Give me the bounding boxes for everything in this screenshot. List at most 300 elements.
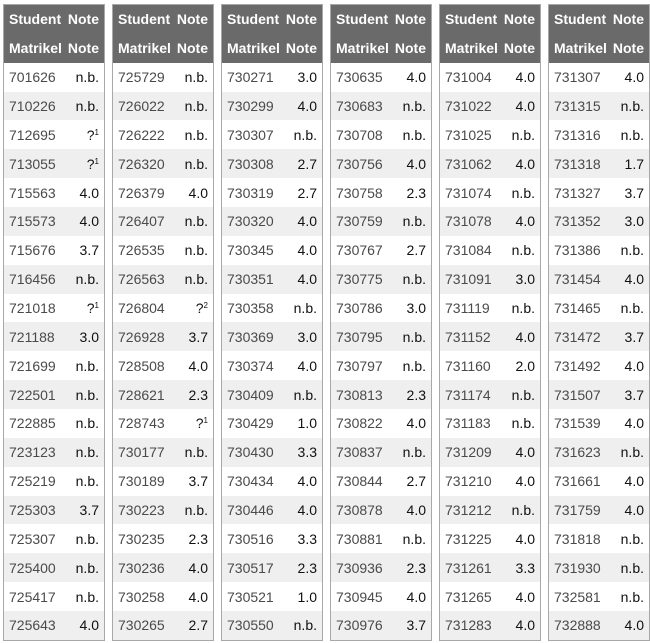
grade-note bbox=[407, 473, 426, 489]
table-header-row bbox=[222, 5, 322, 34]
grade-value: 2.3 bbox=[406, 559, 426, 576]
grade-value: 4.0 bbox=[624, 69, 644, 86]
grade-value: 4.0 bbox=[515, 98, 535, 114]
grade-value: n.b. bbox=[184, 155, 208, 172]
table-row bbox=[549, 92, 649, 121]
grade-value: n.b. bbox=[620, 98, 644, 114]
matrikel-number: 721018 bbox=[9, 300, 56, 317]
matrikel-number: 730189 bbox=[118, 473, 165, 490]
header-label: Matrikel bbox=[227, 40, 280, 57]
matrikel-number: 731759 bbox=[554, 502, 601, 519]
grade-value: 4.0 bbox=[406, 155, 426, 172]
footnote-marker: 2 bbox=[203, 301, 208, 311]
table-row bbox=[549, 553, 649, 582]
grade-value: 4.0 bbox=[406, 415, 426, 432]
table-row bbox=[331, 322, 431, 351]
grade-note bbox=[298, 69, 317, 85]
grade-value: 4.0 bbox=[515, 328, 535, 345]
grade-note bbox=[298, 185, 317, 201]
matrikel-number: 730430 bbox=[227, 444, 274, 461]
grade-value: n.b. bbox=[511, 502, 535, 519]
grade-value: 4.0 bbox=[188, 357, 208, 374]
grade-column bbox=[221, 4, 323, 641]
table-row bbox=[113, 380, 213, 409]
header-label: Matrikel bbox=[445, 40, 498, 57]
grade-value: 4.0 bbox=[297, 213, 317, 230]
grade-value: 4.0 bbox=[624, 473, 644, 490]
grade-note bbox=[76, 98, 99, 114]
grade-note bbox=[196, 300, 208, 316]
table-row bbox=[549, 120, 649, 149]
grade-value: 4.0 bbox=[188, 184, 208, 201]
matrikel-number: 730822 bbox=[336, 415, 383, 432]
table-row bbox=[331, 294, 431, 323]
grade-value: 3.0 bbox=[624, 213, 644, 230]
grade-value: 4.0 bbox=[624, 502, 644, 519]
grade-note bbox=[80, 617, 99, 633]
grade-note bbox=[298, 589, 317, 605]
matrikel-number: 731212 bbox=[445, 502, 492, 519]
matrikel-number: 731152 bbox=[445, 328, 491, 345]
matrikel-number: 730837 bbox=[336, 444, 383, 461]
table-row bbox=[331, 351, 431, 380]
header-note-label: Note bbox=[285, 40, 317, 57]
grade-note bbox=[196, 415, 208, 431]
grade-note bbox=[76, 358, 99, 374]
footnote-marker: 1 bbox=[94, 301, 99, 311]
grade-note bbox=[185, 156, 208, 172]
footnote-marker: 1 bbox=[94, 156, 99, 166]
grade-note bbox=[76, 387, 99, 403]
matrikel-number: 731004 bbox=[445, 69, 492, 86]
table-row bbox=[331, 63, 431, 92]
grade-note bbox=[516, 98, 535, 114]
grade-note bbox=[621, 531, 644, 547]
grade-value: 3.7 bbox=[79, 502, 99, 519]
grade-note bbox=[621, 98, 644, 114]
grade-value: 4.0 bbox=[624, 271, 644, 288]
table-row bbox=[222, 351, 322, 380]
matrikel-number: 728743 bbox=[118, 415, 165, 432]
grade-value: n.b. bbox=[402, 444, 426, 461]
grade-note bbox=[298, 156, 317, 172]
grade-note bbox=[516, 560, 535, 576]
table-row bbox=[222, 553, 322, 582]
grade-value: 4.0 bbox=[297, 357, 317, 374]
table-header-row bbox=[4, 34, 104, 63]
grade-value: 4.0 bbox=[624, 357, 644, 374]
grade-value: n.b. bbox=[620, 559, 644, 576]
grade-note bbox=[298, 98, 317, 114]
table-row bbox=[331, 496, 431, 525]
grade-note bbox=[298, 213, 317, 229]
grade-note bbox=[625, 387, 644, 403]
grade-value: 2.7 bbox=[297, 184, 317, 201]
header-label: Student bbox=[336, 11, 389, 28]
table-row bbox=[549, 467, 649, 496]
grade-value: 3.7 bbox=[188, 328, 208, 345]
matrikel-number: 731318 bbox=[554, 155, 601, 172]
grade-note bbox=[403, 271, 426, 287]
grade-note bbox=[76, 473, 99, 489]
grade-value: n.b. bbox=[511, 184, 535, 201]
matrikel-number: 730550 bbox=[227, 617, 274, 634]
grade-note bbox=[189, 589, 208, 605]
grade-note bbox=[625, 271, 644, 287]
grade-note bbox=[621, 589, 644, 605]
grade-value: ? bbox=[86, 300, 95, 317]
table-row bbox=[4, 207, 104, 236]
grade-note bbox=[298, 415, 317, 431]
grade-note bbox=[294, 387, 317, 403]
matrikel-number: 732888 bbox=[554, 617, 601, 634]
grade-value: n.b. bbox=[620, 530, 644, 547]
table-row bbox=[331, 120, 431, 149]
table-row bbox=[549, 582, 649, 611]
matrikel-number: 730429 bbox=[227, 415, 274, 432]
table-row bbox=[4, 582, 104, 611]
header-note-label: Note bbox=[394, 11, 426, 28]
matrikel-number: 731454 bbox=[554, 271, 601, 288]
matrikel-number: 730319 bbox=[227, 184, 274, 201]
grade-note bbox=[298, 531, 317, 547]
matrikel-number: 730517 bbox=[227, 559, 274, 576]
grade-note bbox=[294, 300, 317, 316]
matrikel-number: 730936 bbox=[336, 559, 383, 576]
table-row bbox=[440, 553, 540, 582]
grade-value: n.b. bbox=[402, 213, 426, 230]
table-row bbox=[440, 63, 540, 92]
matrikel-number: 725400 bbox=[9, 559, 56, 576]
matrikel-number: 725307 bbox=[9, 530, 56, 547]
grade-note bbox=[516, 617, 535, 633]
grade-value: n.b. bbox=[293, 386, 317, 403]
header-label: Student bbox=[445, 11, 498, 28]
grade-value: 4.0 bbox=[188, 588, 208, 605]
grade-note bbox=[512, 502, 535, 518]
grade-note bbox=[512, 415, 535, 431]
grade-value: 3.7 bbox=[79, 242, 99, 259]
grade-note bbox=[294, 617, 317, 633]
table-row bbox=[222, 178, 322, 207]
table-row bbox=[331, 92, 431, 121]
table-row bbox=[331, 149, 431, 178]
table-row bbox=[440, 438, 540, 467]
grade-value: n.b. bbox=[620, 126, 644, 143]
grade-note bbox=[516, 531, 535, 547]
grade-note bbox=[189, 617, 208, 633]
grade-value: 4.0 bbox=[624, 415, 644, 432]
matrikel-number: 731025 bbox=[445, 126, 492, 143]
grade-value: n.b. bbox=[620, 588, 644, 605]
grade-value: 2.7 bbox=[297, 155, 317, 172]
matrikel-number: 725417 bbox=[9, 588, 56, 605]
grade-note bbox=[76, 444, 99, 460]
matrikel-number: 731307 bbox=[554, 69, 601, 86]
matrikel-number: 726535 bbox=[118, 242, 165, 259]
grade-note bbox=[185, 69, 208, 85]
table-row bbox=[331, 553, 431, 582]
table-row bbox=[440, 351, 540, 380]
table-row bbox=[440, 322, 540, 351]
header-label: Matrikel bbox=[118, 40, 171, 57]
table-header-row bbox=[222, 34, 322, 63]
matrikel-number: 730767 bbox=[336, 242, 383, 259]
table-row bbox=[549, 63, 649, 92]
grade-value: 4.0 bbox=[297, 271, 317, 288]
table-row bbox=[440, 294, 540, 323]
grade-note bbox=[403, 444, 426, 460]
grade-value: 2.0 bbox=[515, 357, 535, 374]
grade-column bbox=[548, 4, 650, 641]
matrikel-number: 730409 bbox=[227, 386, 274, 403]
footnote-marker: 1 bbox=[94, 127, 99, 137]
matrikel-number: 731078 bbox=[445, 213, 492, 230]
table-row bbox=[222, 524, 322, 553]
matrikel-number: 731183 bbox=[445, 415, 491, 432]
table-row bbox=[331, 467, 431, 496]
matrikel-number: 722501 bbox=[9, 386, 56, 403]
table-header-row bbox=[113, 5, 213, 34]
table-row bbox=[440, 524, 540, 553]
grade-value: 4.0 bbox=[297, 98, 317, 114]
matrikel-number: 730258 bbox=[118, 588, 165, 605]
matrikel-number: 731930 bbox=[554, 559, 601, 576]
table-row bbox=[440, 178, 540, 207]
grade-note bbox=[407, 242, 426, 258]
matrikel-number: 731352 bbox=[554, 213, 601, 230]
table-row bbox=[549, 207, 649, 236]
grade-value: 2.7 bbox=[406, 473, 426, 490]
grade-value: n.b. bbox=[402, 271, 426, 288]
matrikel-number: 710226 bbox=[9, 98, 56, 114]
matrikel-number: 730786 bbox=[336, 300, 383, 317]
matrikel-number: 731283 bbox=[445, 617, 492, 634]
grade-value: 3.0 bbox=[297, 328, 317, 345]
table-row bbox=[4, 553, 104, 582]
table-row bbox=[549, 611, 649, 640]
matrikel-number: 731091 bbox=[445, 271, 492, 288]
grade-value: 2.3 bbox=[188, 386, 208, 403]
grade-value: n.b. bbox=[293, 126, 317, 143]
matrikel-number: 730434 bbox=[227, 473, 274, 490]
grade-value: n.b. bbox=[511, 242, 535, 259]
grade-note bbox=[407, 415, 426, 431]
grade-value: n.b. bbox=[184, 242, 208, 259]
grade-value: 4.0 bbox=[515, 473, 535, 490]
grade-note bbox=[625, 473, 644, 489]
table-row bbox=[440, 380, 540, 409]
grade-value: 4.0 bbox=[188, 559, 208, 576]
header-label: Matrikel bbox=[554, 40, 607, 57]
grade-note bbox=[76, 271, 99, 287]
table-row bbox=[113, 149, 213, 178]
grade-note bbox=[516, 444, 535, 460]
table-row bbox=[113, 92, 213, 121]
table-row bbox=[113, 178, 213, 207]
matrikel-number: 726563 bbox=[118, 271, 165, 288]
grade-note bbox=[625, 415, 644, 431]
footnote-marker: 1 bbox=[203, 416, 208, 426]
matrikel-number: 726407 bbox=[118, 213, 165, 230]
table-row bbox=[440, 207, 540, 236]
table-row bbox=[4, 409, 104, 438]
grade-value: 4.0 bbox=[297, 242, 317, 259]
grade-note bbox=[512, 127, 535, 143]
grade-note bbox=[298, 358, 317, 374]
matrikel-number: 730878 bbox=[336, 502, 383, 519]
grade-value: n.b. bbox=[620, 300, 644, 317]
table-row bbox=[4, 322, 104, 351]
header-note-label: Note bbox=[176, 40, 208, 57]
grade-note bbox=[516, 271, 535, 287]
table-row bbox=[113, 611, 213, 640]
grade-value: n.b. bbox=[402, 357, 426, 374]
table-row bbox=[440, 92, 540, 121]
table-row bbox=[222, 92, 322, 121]
matrikel-number: 725643 bbox=[9, 617, 56, 634]
table-row bbox=[113, 582, 213, 611]
header-note-label: Note bbox=[503, 11, 535, 28]
matrikel-number: 730759 bbox=[336, 213, 383, 230]
table-row bbox=[4, 294, 104, 323]
table-row bbox=[440, 467, 540, 496]
table-row bbox=[440, 149, 540, 178]
table-row bbox=[113, 524, 213, 553]
matrikel-number: 732581 bbox=[554, 588, 601, 605]
grade-value: 4.0 bbox=[515, 617, 535, 634]
table-row bbox=[549, 178, 649, 207]
matrikel-number: 731074 bbox=[445, 184, 492, 201]
grade-note bbox=[87, 156, 99, 172]
matrikel-number: 715563 bbox=[9, 184, 56, 201]
table-row bbox=[222, 207, 322, 236]
grade-value: n.b. bbox=[293, 300, 317, 317]
grade-value: 1.7 bbox=[624, 155, 644, 172]
table-row bbox=[113, 553, 213, 582]
matrikel-number: 730976 bbox=[336, 617, 383, 634]
grade-note bbox=[189, 358, 208, 374]
header-note-label: Note bbox=[612, 40, 644, 57]
grade-value: 2.3 bbox=[297, 559, 317, 576]
table-row bbox=[113, 322, 213, 351]
matrikel-number: 730307 bbox=[227, 126, 274, 143]
grade-value: 4.0 bbox=[515, 444, 535, 461]
matrikel-number: 730797 bbox=[336, 357, 383, 374]
grade-value: n.b. bbox=[511, 300, 535, 317]
grade-note bbox=[76, 531, 99, 547]
grade-value: 2.3 bbox=[188, 530, 208, 547]
grade-note bbox=[625, 502, 644, 518]
matrikel-number: 731160 bbox=[445, 357, 491, 374]
matrikel-number: 730446 bbox=[227, 502, 274, 519]
table-row bbox=[222, 149, 322, 178]
table-header-row bbox=[440, 34, 540, 63]
grade-note bbox=[189, 387, 208, 403]
table-row bbox=[222, 236, 322, 265]
matrikel-number: 715573 bbox=[9, 213, 56, 230]
grade-note bbox=[621, 444, 644, 460]
grade-note bbox=[407, 156, 426, 172]
grade-value: n.b. bbox=[402, 530, 426, 547]
grade-note bbox=[516, 156, 535, 172]
table-row bbox=[113, 63, 213, 92]
grade-note bbox=[185, 502, 208, 518]
header-label: Matrikel bbox=[9, 40, 62, 57]
table-row bbox=[549, 265, 649, 294]
matrikel-number: 728621 bbox=[118, 386, 165, 403]
matrikel-number: 730521 bbox=[227, 588, 274, 605]
matrikel-number: 730369 bbox=[227, 328, 274, 345]
matrikel-number: 730374 bbox=[227, 357, 274, 374]
header-note-label: Note bbox=[285, 11, 317, 28]
table-row bbox=[222, 611, 322, 640]
table-row bbox=[4, 351, 104, 380]
matrikel-number: 731327 bbox=[554, 184, 601, 201]
grade-value: n.b. bbox=[75, 530, 99, 547]
matrikel-number: 721699 bbox=[9, 357, 56, 374]
grade-value: 4.0 bbox=[515, 213, 535, 230]
table-row bbox=[440, 236, 540, 265]
grade-value: 2.3 bbox=[406, 184, 426, 201]
matrikel-number: 728508 bbox=[118, 357, 165, 374]
table-row bbox=[113, 351, 213, 380]
grade-note bbox=[298, 473, 317, 489]
grade-note bbox=[189, 473, 208, 489]
grade-note bbox=[625, 185, 644, 201]
grade-note bbox=[403, 531, 426, 547]
table-row bbox=[331, 178, 431, 207]
grade-note bbox=[407, 560, 426, 576]
matrikel-number: 726928 bbox=[118, 328, 165, 345]
grade-note bbox=[185, 242, 208, 258]
grade-value: 3.7 bbox=[624, 184, 644, 201]
grade-note bbox=[407, 387, 426, 403]
grade-note bbox=[189, 560, 208, 576]
matrikel-number: 730265 bbox=[118, 617, 165, 634]
grade-note bbox=[403, 329, 426, 345]
grade-value: n.b. bbox=[620, 444, 644, 461]
grade-value: 3.0 bbox=[79, 328, 99, 345]
matrikel-number: 731315 bbox=[554, 98, 601, 114]
grade-value: 2.3 bbox=[406, 386, 426, 403]
grade-value: 4.0 bbox=[297, 473, 317, 490]
grade-note bbox=[512, 387, 535, 403]
matrikel-number: 731623 bbox=[554, 444, 601, 461]
header-note-label: Note bbox=[503, 40, 535, 57]
grade-note bbox=[512, 185, 535, 201]
matrikel-number: 730516 bbox=[227, 530, 274, 547]
grade-note bbox=[621, 242, 644, 258]
grade-value: n.b. bbox=[75, 69, 99, 86]
table-row bbox=[331, 409, 431, 438]
grade-value: n.b. bbox=[402, 98, 426, 114]
matrikel-number: 731261 bbox=[445, 559, 492, 576]
table-row bbox=[440, 409, 540, 438]
grade-value: 4.0 bbox=[406, 69, 426, 86]
matrikel-number: 731022 bbox=[445, 98, 492, 114]
grade-value: n.b. bbox=[184, 502, 208, 519]
table-row bbox=[549, 351, 649, 380]
grade-value: 4.0 bbox=[79, 213, 99, 230]
table-row bbox=[222, 496, 322, 525]
matrikel-number: 730351 bbox=[227, 271, 274, 288]
grade-note bbox=[403, 98, 426, 114]
grade-note bbox=[76, 415, 99, 431]
matrikel-number: 730683 bbox=[336, 98, 383, 114]
grade-note bbox=[189, 531, 208, 547]
table-row bbox=[222, 438, 322, 467]
